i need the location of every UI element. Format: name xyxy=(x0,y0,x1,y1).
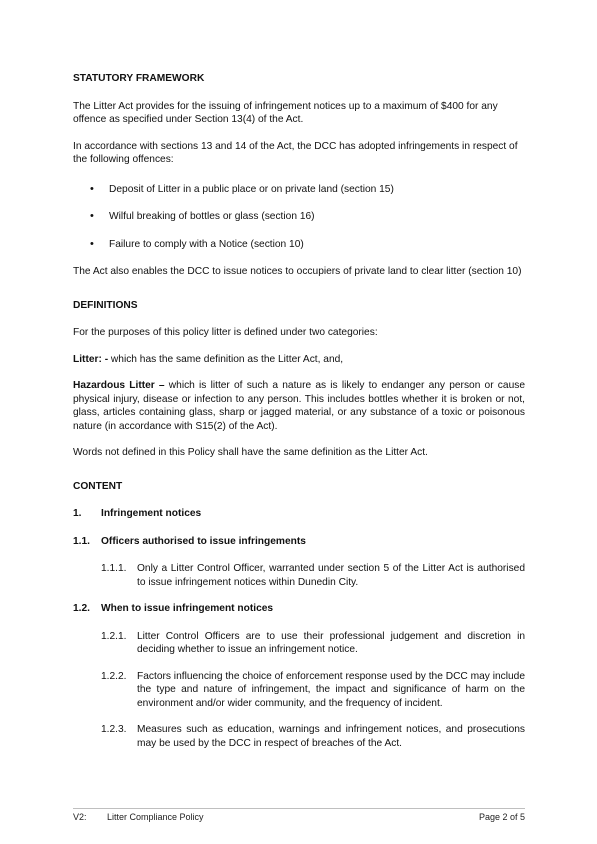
clause-text: Factors influencing the choice of enforcement response used by the DCC may include the type and nature of infringement, the impact and significance of harm on the environment and/or wider community, and the frequency of incident. xyxy=(137,670,525,709)
page-footer xyxy=(73,812,525,822)
statutory-heading: STATUTORY FRAMEWORK xyxy=(73,73,205,84)
section-title: When to issue infringement notices xyxy=(101,603,274,614)
statutory-paragraph-2: In accordance with sections 13 and 14 of the Act, the DCC has adopted infringements in respect of the following offences: xyxy=(73,140,518,165)
clause-number: 1.1.1. xyxy=(101,563,127,574)
section-number: 1.1. xyxy=(73,535,90,547)
section-title: Officers authorised to issue infringements xyxy=(101,535,306,547)
footer-page-number: Page 2 of 5 xyxy=(478,812,525,822)
offence-item: • Failure to comply with a Notice (section 10) xyxy=(73,238,525,252)
footer-version: V2: xyxy=(73,812,87,822)
clause-number: 1.2.3. xyxy=(101,724,127,735)
footer-divider xyxy=(73,808,525,809)
offence-item: • Deposit of Litter in a public place or on private land (section 15) xyxy=(73,183,525,197)
hazardous-litter-description: which is litter of such a nature as is likely to endanger any person or cause physical injury, disease or infection to any person. This includes bottles whether it is broken or not, glass, articles containing glass, sharp or jagged material, or any substance of a toxic or poisonous nature (in accordance with S15(2) of the Act). xyxy=(73,380,525,432)
litter-description: which has the same definition as the Litter Act, and, xyxy=(108,353,344,365)
clause-1-2-3 xyxy=(101,723,525,750)
hazardous-litter-definition xyxy=(73,379,525,433)
section-title: Infringement notices xyxy=(101,508,202,519)
clause-1-2-2 xyxy=(101,670,525,711)
definitions-intro: For the purposes of this policy litter is defined under two categories: xyxy=(73,327,378,338)
statutory-paragraph-3: The Act also enables the DCC to issue notices to occupiers of private land to clear litter (section 10) xyxy=(73,266,522,277)
offence-list xyxy=(73,183,525,252)
definitions-heading: DEFINITIONS xyxy=(73,299,138,311)
page-content xyxy=(73,72,525,763)
section-number: 1.2. xyxy=(73,603,90,614)
section-1-heading xyxy=(73,507,525,521)
section-1-1-heading xyxy=(73,535,525,549)
definitions-closing: Words not defined in this Policy shall have the same definition as the Litter Act. xyxy=(73,447,428,458)
statutory-paragraph-1: The Litter Act provides for the issuing of infringement notices up to a maximum of $400 for any offence as specified under Section 13(4) of the Act. xyxy=(73,100,498,125)
hazardous-litter-term: Hazardous Litter – xyxy=(73,380,165,391)
clause-1-1-1 xyxy=(101,562,525,589)
clause-1-2-1 xyxy=(101,630,525,657)
litter-term: Litter: - xyxy=(73,353,109,365)
clause-text: Only a Litter Control Officer, warranted under section 5 of the Litter Act is authorised to issue infringement notices within Dunedin City. xyxy=(137,563,525,588)
footer-title: Litter Compliance Policy xyxy=(107,812,204,822)
section-number: 1. xyxy=(73,508,82,519)
clause-number: 1.2.1. xyxy=(101,630,127,642)
offence-item: • Wilful breaking of bottles or glass (section 16) xyxy=(73,210,525,224)
litter-definition xyxy=(73,353,525,367)
clause-text: Measures such as education, warnings and infringement notices, and prosecutions may be used by the DCC in respect of breaches of the Act. xyxy=(137,724,525,749)
section-1-2-heading xyxy=(73,602,525,616)
clause-number: 1.2.2. xyxy=(101,670,127,682)
clause-text: Litter Control Officers are to use their professional judgement and discretion in deciding whether to issue an infringement notice. xyxy=(137,630,525,655)
content-heading: CONTENT xyxy=(73,480,123,492)
